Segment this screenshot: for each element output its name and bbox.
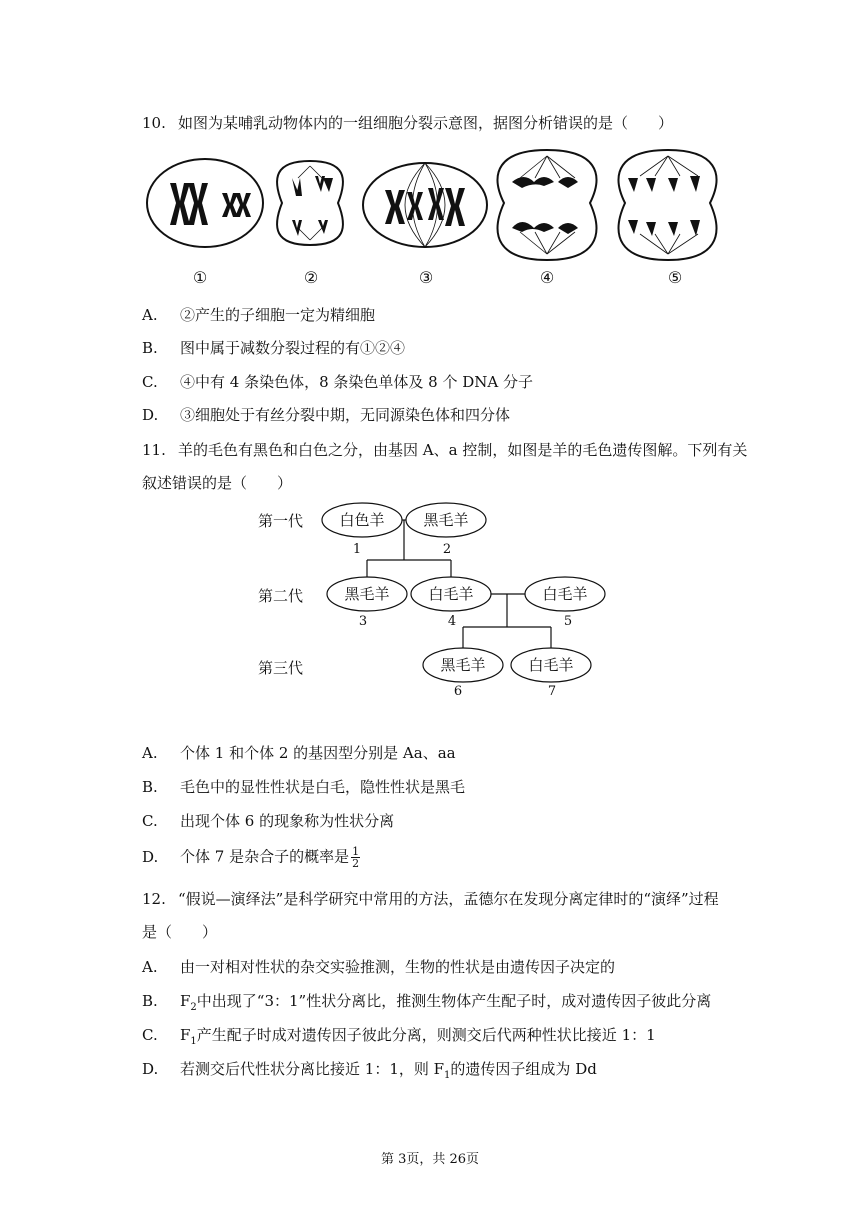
individual-5-id: 5 — [563, 614, 573, 629]
individual-7-id: 7 — [547, 684, 557, 699]
individual-3-id: 3 — [358, 614, 368, 629]
cell-3 — [363, 163, 487, 247]
q12-option-c[interactable]: C. $F_1$产生配子时成对遗传因子彼此分离，则测交后代两种性状比接近 1：1 — [142, 1026, 656, 1047]
generation-3-label: 第三代 — [258, 659, 304, 677]
figure-label-2: ② — [303, 268, 319, 287]
page-footer: 第 3页，共 26页 — [380, 1152, 480, 1167]
question-number: 12. — [142, 890, 166, 908]
q10-option-c[interactable]: C. ④中有 4 条染色体，8 条染色单体及 8 个 DNA 分子 — [142, 373, 533, 391]
individual-7-label: 白毛羊 — [528, 656, 574, 674]
individual-1-label: 白色羊 — [339, 511, 385, 529]
q12-stem-line2: 是（ ） — [142, 923, 218, 941]
pedigree-chart — [0, 495, 860, 715]
fraction-one-half: $\frac{1}{2}$ — [352, 845, 360, 870]
cell-5 — [619, 150, 717, 260]
individual-6-label: 黑毛羊 — [440, 656, 486, 674]
q11-stem-line2: 叙述错误的是（ ） — [142, 474, 293, 492]
figure-label-5: ⑤ — [667, 268, 683, 287]
individual-5-label: 白毛羊 — [542, 585, 588, 603]
individual-4-label: 白毛羊 — [428, 585, 474, 603]
figure-label-3: ③ — [418, 268, 434, 287]
question-text: 如图为某哺乳动物体内的一组细胞分裂示意图，据图分析错误的是（ ） — [178, 114, 674, 132]
q10-option-b[interactable]: B. 图中属于减数分裂过程的有①②④ — [142, 339, 406, 357]
individual-3-label: 黑毛羊 — [344, 585, 390, 603]
q12-option-b[interactable]: B. $F_2$中出现了“3：1”性状分离比，推测生物体产生配子时，成对遗传因子彼此分离 — [142, 992, 712, 1013]
individual-1-id: 1 — [352, 542, 362, 557]
q12-option-d[interactable]: D. 若测交后代性状分离比接近 1：1，则 $F_1$的遗传因子组成为 Dd — [142, 1060, 597, 1081]
q10-option-d[interactable]: D. ③细胞处于有丝分裂中期，无同源染色体和四分体 — [142, 406, 511, 424]
figure-label-4: ④ — [539, 268, 555, 287]
q11-option-c[interactable]: C. 出现个体 6 的现象称为性状分离 — [142, 812, 395, 830]
question-number: 11. — [142, 441, 166, 459]
cell-4 — [498, 150, 597, 260]
cell-division-figure — [0, 148, 860, 288]
question-number: 10. — [142, 114, 166, 132]
individual-2-id: 2 — [442, 542, 452, 557]
generation-1-label: 第一代 — [258, 512, 304, 530]
q10-option-a[interactable]: A. ②产生的子细胞一定为精细胞 — [142, 306, 376, 324]
individual-4-id: 4 — [447, 614, 457, 629]
figure-label-1: ① — [192, 268, 208, 287]
q12-stem-line1: 12. “假说—演绎法”是科学研究中常用的方法，孟德尔在发现分离定律时的“演绎”过程 — [142, 890, 719, 908]
q12-option-a[interactable]: A. 由一对相对性状的杂交实验推测，生物的性状是由遗传因子决定的 — [142, 958, 616, 976]
q11-stem-line1: 11. 羊的毛色有黑色和白色之分，由基因 A、a 控制，如图是羊的毛色遗传图解。下列有关 — [142, 441, 748, 459]
cell-2 — [277, 161, 343, 245]
q11-option-d[interactable]: D. 个体 7 是杂合子的概率是 $\frac{1}{2}$ — [142, 845, 360, 870]
individual-2-label: 黑毛羊 — [423, 511, 469, 529]
generation-2-label: 第二代 — [258, 587, 304, 605]
individual-6-id: 6 — [453, 684, 463, 699]
q11-option-b[interactable]: B. 毛色中的显性性状是白毛，隐性性状是黑毛 — [142, 778, 466, 796]
q11-option-a[interactable]: A. 个体 1 和个体 2 的基因型分别是 Aa、aa — [142, 744, 456, 762]
q10-stem — [142, 113, 673, 133]
